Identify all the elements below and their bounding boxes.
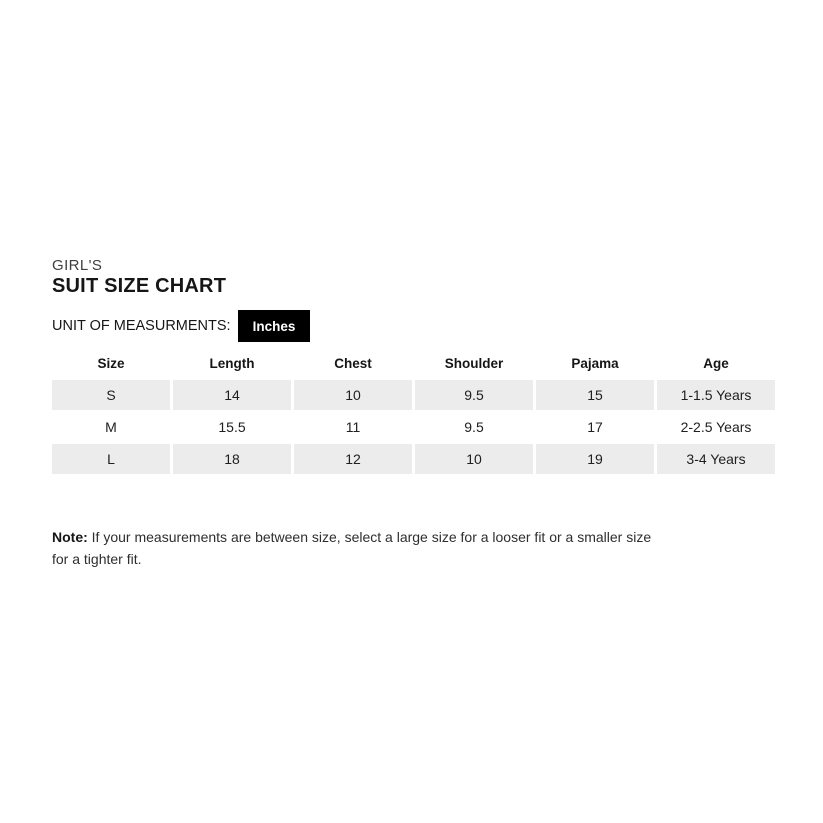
cell-size: M [52, 412, 170, 442]
column-header-length: Length [209, 356, 255, 371]
cell-pajama: 19 [536, 444, 654, 474]
table-row-size-s [52, 380, 775, 410]
cell-age: 1-1.5 Years [657, 380, 775, 410]
size-chart-table [49, 352, 778, 476]
table-header-row [52, 354, 775, 378]
cell-size: L [52, 444, 170, 474]
fit-note-text: If your measurements are between size, select a large size for a looser fit or a smaller size for a tighter fit. [52, 529, 652, 567]
table-row-size-l [52, 444, 775, 474]
fit-note [52, 527, 664, 570]
unit-of-measurement-label: UNIT OF MEASURMENTS: [52, 318, 231, 334]
column-header-pajama: Pajama [571, 356, 619, 371]
cell-shoulder: 9.5 [415, 380, 533, 410]
table-row-size-m [52, 412, 775, 442]
page-title: SUIT SIZE CHART [52, 275, 227, 297]
cell-shoulder: 10 [415, 444, 533, 474]
cell-length: 18 [173, 444, 291, 474]
cell-length: 15.5 [173, 412, 291, 442]
category-label: GIRL'S [52, 257, 103, 274]
cell-pajama: 15 [536, 380, 654, 410]
column-header-age: Age [703, 356, 729, 371]
cell-pajama: 17 [536, 412, 654, 442]
fit-note-label: Note: [52, 529, 88, 545]
cell-chest: 11 [294, 412, 412, 442]
cell-age: 2-2.5 Years [657, 412, 775, 442]
cell-shoulder: 9.5 [415, 412, 533, 442]
size-chart-table-head [52, 354, 775, 378]
cell-chest: 10 [294, 380, 412, 410]
unit-of-measurement-row [52, 310, 310, 342]
column-header-size: Size [97, 356, 125, 371]
cell-length: 14 [173, 380, 291, 410]
size-chart-table-body [52, 380, 775, 474]
unit-inches-button[interactable]: Inches [238, 310, 311, 342]
column-header-shoulder: Shoulder [444, 356, 504, 371]
cell-age: 3-4 Years [657, 444, 775, 474]
cell-chest: 12 [294, 444, 412, 474]
column-header-chest: Chest [334, 356, 372, 371]
cell-size: S [52, 380, 170, 410]
